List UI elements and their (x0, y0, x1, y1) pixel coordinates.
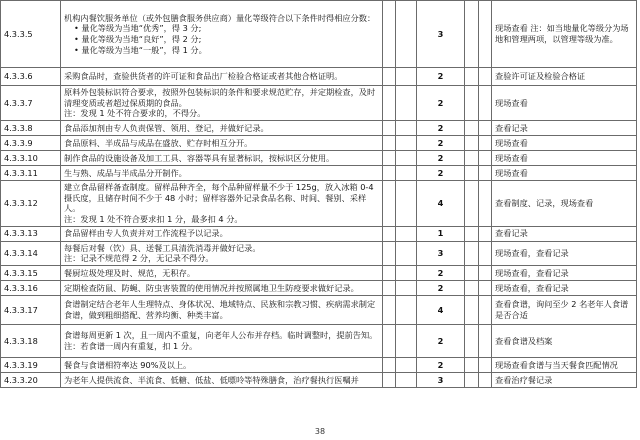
requirement-line: 机构内餐饮服务单位（或外包膳食服务供应商）量化等级符合以下条件时得相应分数： (64, 12, 376, 23)
requirement-cell (61, 180, 383, 226)
requirement-cell (61, 120, 383, 135)
item-code: 4.3.3.18 (1, 324, 61, 357)
requirement-line: 定期检查防鼠、防蝇、防虫害装置的使用情况并按照属地卫生防疫要求做好记录。 (64, 282, 359, 293)
table-row (1, 150, 637, 165)
requirement-cell (61, 68, 383, 86)
points-cell: 2 (417, 357, 465, 372)
points-cell: 4 (417, 180, 465, 226)
requirement-line: 食谱每周更新 1 次，且一周内不重复，向老年人公布并存档。临时调整时，提前告知。 (64, 330, 378, 341)
blank-cell (396, 1, 417, 68)
blank-cell (465, 68, 479, 86)
method-cell: 现场查看 (492, 150, 637, 165)
blank-cell (383, 324, 396, 357)
method-cell: 现场查看 (492, 135, 637, 150)
table-row (1, 135, 637, 150)
blank-cell (479, 135, 492, 150)
blank-cell (465, 150, 479, 165)
blank-cell (383, 372, 396, 387)
blank-cell (383, 265, 396, 280)
blank-cell (383, 135, 396, 150)
requirement-cell (61, 86, 383, 121)
item-code: 4.3.3.12 (1, 180, 61, 226)
blank-cell (479, 165, 492, 180)
requirement-cell (61, 265, 383, 280)
table-row (1, 68, 637, 86)
requirement-line: 建立食品留样备查制度。留样品种齐全，每个品种留样量不少于 125g，放入冰箱 0-4 摄氏度，且储存时间不少于 48 小时；留样容器外记录食品名称、时间、餐别、采样人。 (64, 181, 374, 214)
table-row (1, 165, 637, 180)
requirement-cell (61, 295, 383, 324)
blank-cell (396, 86, 417, 121)
requirement-cell (61, 135, 383, 150)
blank-cell (465, 324, 479, 357)
method-cell: 查看记录 (492, 226, 637, 241)
blank-cell (396, 135, 417, 150)
table-row (1, 241, 637, 265)
blank-cell (383, 180, 396, 226)
blank-cell (465, 120, 479, 135)
blank-cell (479, 372, 492, 387)
points-cell: 2 (417, 135, 465, 150)
requirement-cell (61, 324, 383, 357)
method-cell: 查看记录 (492, 120, 637, 135)
points-cell: 3 (417, 1, 465, 68)
blank-cell (383, 120, 396, 135)
item-code: 4.3.3.9 (1, 135, 61, 150)
requirement-cell (61, 1, 383, 68)
blank-cell (396, 180, 417, 226)
points-cell: 2 (417, 86, 465, 121)
blank-cell (465, 241, 479, 265)
method-cell: 现场查看 (492, 86, 637, 121)
points-cell: 3 (417, 241, 465, 265)
item-code: 4.3.3.15 (1, 265, 61, 280)
method-cell: 查看制度、记录，现场查看 (492, 180, 637, 226)
points-cell: 2 (417, 324, 465, 357)
requirement-line: 餐食与食谱相符率达 90%及以上。 (64, 359, 192, 370)
blank-cell (479, 68, 492, 86)
blank-cell (383, 226, 396, 241)
requirement-cell (61, 357, 383, 372)
points-cell: 2 (417, 68, 465, 86)
requirement-line: • 量化等级为当地“优秀”，得 3 分; (74, 23, 202, 34)
requirement-cell (61, 226, 383, 241)
blank-cell (396, 150, 417, 165)
requirement-line: 生与熟、成品与半成品分开制作。 (64, 167, 187, 178)
blank-cell (396, 226, 417, 241)
item-code: 4.3.3.10 (1, 150, 61, 165)
blank-cell (479, 180, 492, 226)
blank-cell (479, 150, 492, 165)
blank-cell (396, 68, 417, 86)
requirement-line: 注：若食谱一周内有重复，扣 1 分。 (64, 340, 198, 351)
blank-cell (383, 150, 396, 165)
method-cell: 查看食谱及档案 (492, 324, 637, 357)
item-code: 4.3.3.17 (1, 295, 61, 324)
table-row (1, 120, 637, 135)
blank-cell (383, 280, 396, 295)
points-cell: 3 (417, 372, 465, 387)
blank-cell (479, 1, 492, 68)
method-cell: 查验许可证及检验合格证 (492, 68, 637, 86)
blank-cell (465, 180, 479, 226)
method-cell: 现场查看，查看记录 (492, 280, 637, 295)
requirement-line: 食品添加剂由专人负责保管、领用、登记，并做好记录。 (64, 122, 269, 133)
blank-cell (479, 226, 492, 241)
blank-cell (465, 265, 479, 280)
blank-cell (396, 295, 417, 324)
requirement-line: 采购食品时，查验供货者的许可证和食品出厂检验合格证或者其他合格证明。 (64, 71, 343, 82)
table-row (1, 295, 637, 324)
item-code: 4.3.3.19 (1, 357, 61, 372)
table-row (1, 180, 637, 226)
blank-cell (479, 324, 492, 357)
blank-cell (479, 280, 492, 295)
points-cell: 2 (417, 165, 465, 180)
blank-cell (465, 372, 479, 387)
blank-cell (383, 68, 396, 86)
table-row (1, 324, 637, 357)
requirement-cell (61, 165, 383, 180)
blank-cell (465, 295, 479, 324)
requirement-line: 原料外包装标识符合要求，按照外包装标识的条件和要求规范贮存，并定期检查，及时清理变质或者超过保质期的食品。 (64, 87, 376, 108)
blank-cell (383, 86, 396, 121)
points-cell: 2 (417, 120, 465, 135)
requirement-cell (61, 372, 383, 387)
table-row (1, 357, 637, 372)
blank-cell (383, 357, 396, 372)
blank-cell (465, 357, 479, 372)
item-code: 4.3.3.5 (1, 1, 61, 68)
blank-cell (465, 86, 479, 121)
points-cell: 2 (417, 150, 465, 165)
method-cell: 现场查看，查看记录 (492, 241, 637, 265)
blank-cell (465, 226, 479, 241)
requirement-line: 注：记录不规范得 2 分，无记录不得分。 (64, 253, 214, 264)
item-code: 4.3.3.16 (1, 280, 61, 295)
points-cell: 2 (417, 265, 465, 280)
requirement-line: • 量化等级为当地“良好”，得 2 分; (74, 34, 202, 44)
blank-cell (479, 241, 492, 265)
requirement-line: 注：发现 1 处不符合要求的，不得分。 (64, 108, 206, 119)
table-row (1, 372, 637, 387)
item-code: 4.3.3.13 (1, 226, 61, 241)
blank-cell (396, 265, 417, 280)
blank-cell (396, 241, 417, 265)
blank-cell (479, 86, 492, 121)
points-cell: 2 (417, 280, 465, 295)
requirement-cell (61, 241, 383, 265)
item-code: 4.3.3.6 (1, 68, 61, 86)
points-cell: 1 (417, 226, 465, 241)
method-cell: 现场查看食谱与当天餐食匹配情况 (492, 357, 637, 372)
blank-cell (396, 372, 417, 387)
requirement-cell (61, 280, 383, 295)
blank-cell (383, 241, 396, 265)
method-cell: 现场查看 注：如当地量化等级分为场地和管理两项，以管理等级为准。 (492, 1, 637, 68)
method-cell: 查看治疗餐记录 (492, 372, 637, 387)
blank-cell (479, 120, 492, 135)
item-code: 4.3.3.20 (1, 372, 61, 387)
requirement-line: 制作食品的设施设备及加工工具、容器等具有显著标识，按标识区分使用。 (64, 152, 335, 163)
item-code: 4.3.3.11 (1, 165, 61, 180)
blank-cell (465, 280, 479, 295)
blank-cell (465, 1, 479, 68)
method-cell: 现场查看 (492, 165, 637, 180)
blank-cell (396, 120, 417, 135)
blank-cell (396, 165, 417, 180)
blank-cell (383, 295, 396, 324)
item-code: 4.3.3.14 (1, 241, 61, 265)
method-cell: 查看食谱，询问至少 2 名老年人食谱是否合适 (492, 295, 637, 324)
requirement-line: 食品留样由专人负责并对工作流程予以记录。 (64, 228, 228, 239)
table-row (1, 1, 637, 68)
blank-cell (383, 1, 396, 68)
blank-cell (383, 165, 396, 180)
method-cell: 现场查看，查看记录 (492, 265, 637, 280)
blank-cell (479, 265, 492, 280)
blank-cell (396, 357, 417, 372)
requirement-line: 食谱制定结合老年人生理特点、身体状况、地域特点、民族和宗教习惯、疾病需求制定食谱，做到粗细搭配、营养均衡、种类丰富。 (64, 299, 376, 320)
item-code: 4.3.3.8 (1, 120, 61, 135)
table-row (1, 265, 637, 280)
requirement-line: 餐厨垃圾处理及时、规范，无积存。 (64, 267, 196, 278)
table-row (1, 86, 637, 121)
blank-cell (396, 280, 417, 295)
requirement-line: • 量化等级为当地“一般”，得 1 分。 (74, 44, 207, 55)
blank-cell (465, 165, 479, 180)
page-number: 38 (314, 427, 326, 436)
blank-cell (396, 324, 417, 357)
points-cell: 4 (417, 295, 465, 324)
table-row (1, 226, 637, 241)
requirement-cell (61, 150, 383, 165)
blank-cell (479, 357, 492, 372)
item-code: 4.3.3.7 (1, 86, 61, 121)
requirement-line: 注：发现 1 处不符合要求扣 1 分，最多扣 4 分。 (64, 213, 243, 224)
table-row (1, 280, 637, 295)
requirement-line: 每餐后对餐（饮）具、送餐工具清洗消毒并做好记录。 (64, 242, 261, 253)
blank-cell (465, 135, 479, 150)
requirement-line: 食品原料、半成品与成品在盛放、贮存时相互分开。 (64, 137, 253, 148)
requirement-line: 为老年人提供流食、半流食、低糖、低盐、低嘌呤等特殊膳食，治疗餐执行医嘱并 (64, 374, 359, 385)
blank-cell (479, 295, 492, 324)
